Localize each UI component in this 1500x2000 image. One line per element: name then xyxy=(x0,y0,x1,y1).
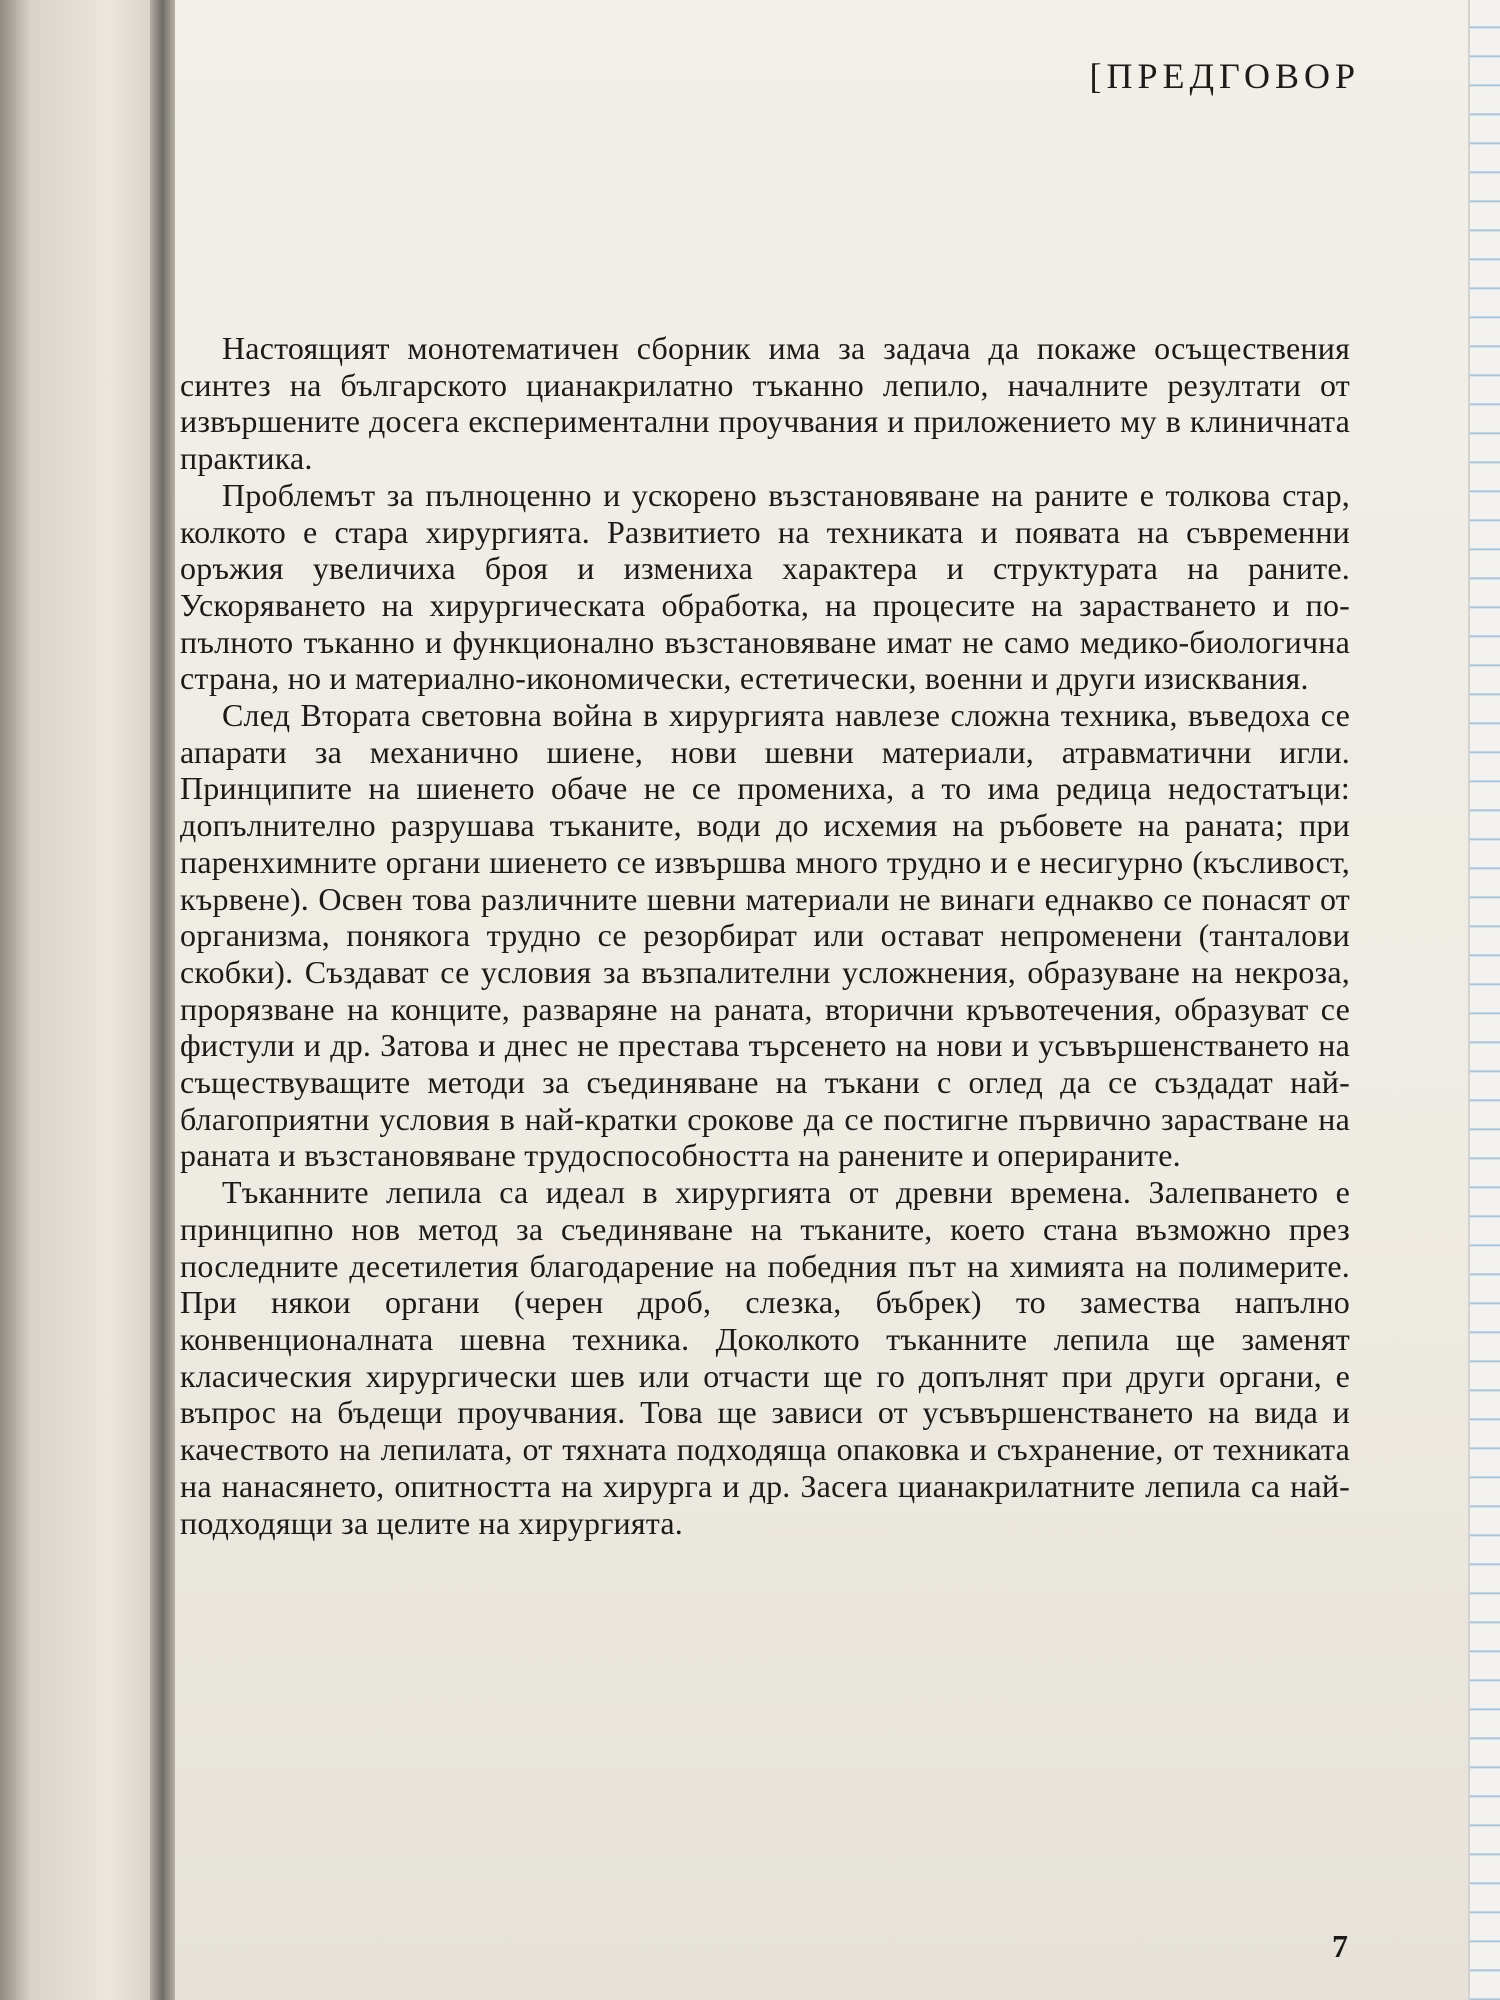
left-page-edge xyxy=(0,0,160,2000)
paragraph: След Втората световна война в хирургията навлезе сложна техника, въведоха се апарати за механично шиене, нови шевни материали, атравматични игли. Принципите на шиенето обаче не се промениха, а то има редица недостатъци: допълнително разрушава тъканите, води до исхемия на ръбовете на раната; при паренхимните органи шиенето се извършва много трудно и е несигурно (късливост, кървене). Освен това различните шевни материали не винаги еднакво се понасят от организма, понякога трудно се резорбират или остават непроменени (танталови скобки). Създават се условия за възпалителни усложнения, образуване на некроза, прорязване на конците, разваряне на раната, вторични кръвотечения, образуват се фистули и др. Затова и днес не престава търсенето на нови и усъвършенстването на съществуващите методи за съединяване на тъкани с оглед да се създадат най-благоприятни условия в най-кратки срокове да се постигне първично зарастване на раната и възстановяване трудоспособността на ранените и оперираните. xyxy=(180,697,1350,1174)
body-text xyxy=(180,330,1350,1541)
paragraph: Настоящият монотематичен сборник има за задача да покаже осъществения синтез на българското цианакрилатно тъканно лепило, началните резултати от извършените досега експериментални проучвания и приложението му в клиничната практика. xyxy=(180,330,1350,477)
paragraph: Проблемът за пълноценно и ускорено възстановяване на раните е толкова стар, колкото е стара хирургията. Развитието на техниката и появата на съвременни оръжия увеличиха броя и измениха характера и структурата на раните. Ускоряването на хирургическата обработка, на процесите на зарастването и по-пълното тъканно и функционално възстановяване имат не само медико-биологична страна, но и материално-икономически, естетически, военни и други изисквания. xyxy=(180,476,1350,697)
notebook-edge xyxy=(1468,0,1500,2000)
section-title: [ПРЕДГОВОР xyxy=(1089,56,1360,96)
page-number: 7 xyxy=(1332,1928,1348,1964)
paragraph: Тъканните лепила са идеал в хирургията от древни времена. Залепването е принципно нов метод за съединяване на тъканите, което стана възможно през последните десетилетия благодарение на победния път на химията на полимерите. При някои органи (черен дроб, слезка, бъбрек) то замества напълно конвенционалната шевна техника. Доколкото тъканните лепила ще заменят класическия хирургически шев или отчасти ще го допълнят при други органи, е въпрос на бъдещи проучвания. Това ще зависи от усъвършенстването на вида и качеството на лепилата, от тяхната подходяща опаковка и съхранение, от техниката на нанасянето, опитността на хирурга и др. Засега цианакрилатните лепила са най-подходящи за целите на хирургията. xyxy=(180,1174,1350,1541)
book-gutter xyxy=(150,0,178,2000)
